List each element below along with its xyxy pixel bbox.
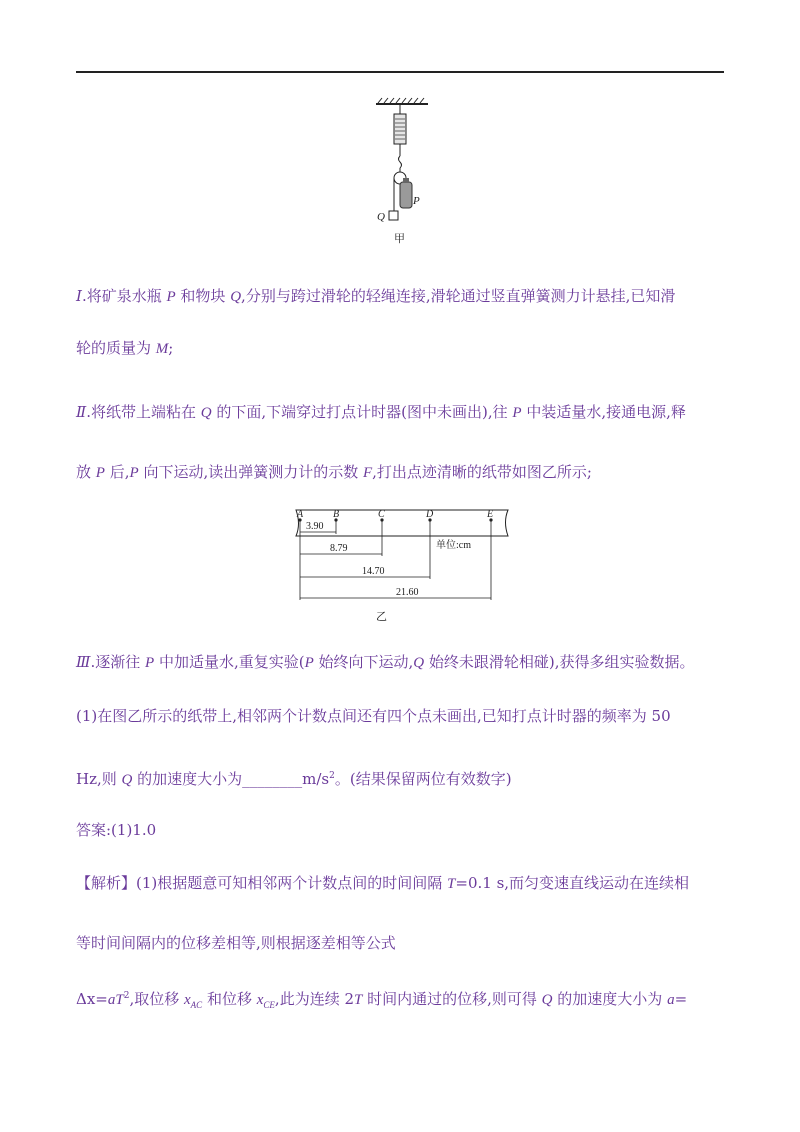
var-x: x [184,992,191,1008]
analysis-line1 [76,872,689,893]
superscript-2: 2 [123,991,130,1001]
analysis-text-d: ,取位移 [129,990,184,1008]
paper-tape-diagram [286,504,516,626]
var-P: P [145,655,155,671]
distance-AE: 21.60 [396,587,419,598]
question-text-a: Hz,则 [76,770,122,788]
var-M: M [155,341,169,357]
point-A: A [297,509,304,520]
var-aT: aT [107,992,124,1008]
header-rule [76,71,724,73]
subscript-AC: AC [190,1000,203,1010]
step3-text-c: 始终向下运动, [313,653,414,671]
var-Q: Q [230,289,242,305]
analysis-text-e: 和位移 [202,990,257,1008]
step3-line [76,651,695,672]
distance-AD: 14.70 [362,566,385,577]
var-F: F [362,465,373,481]
point-B: B [333,509,340,520]
figure-caption-yi: 乙 [376,611,387,623]
analysis-text-f: ,此为连续 2 [274,990,355,1008]
var-Q: Q [413,655,425,671]
step2-text-d: 放 [76,463,96,481]
subscript-CE: CE [263,1000,275,1010]
step2-line2 [76,461,592,482]
figure-jia [360,96,440,248]
step2-text-e: 后, [104,463,130,481]
step2-line1 [76,401,686,422]
var-a: a [667,992,675,1008]
step2-text-g: ,打出点迹清晰的纸带如图乙所示; [372,463,592,481]
figure-caption-jia: 甲 [394,233,405,245]
step2-text-b: 的下面,下端穿过打点计时器(图中未画出),往 [211,403,513,421]
superscript-2: 2 [329,771,335,781]
point-C: C [378,509,385,520]
step1-text-e: ; [168,339,174,357]
var-Q: Q [200,405,212,421]
analysis-text-a: 【解析】(1)根据题意可知相邻两个计数点间的时间间隔 [76,874,448,892]
question-text-b: 的加速度大小为________m/s [132,770,330,788]
var-P: P [129,465,139,481]
step2-numeral: Ⅱ [76,403,87,421]
distance-AB: 3.90 [306,521,324,532]
label-Q: Q [377,211,385,223]
var-P: P [304,655,314,671]
question-line2 [76,768,512,789]
analysis-line3 [76,988,687,1010]
step1-numeral: Ⅰ [76,287,82,305]
step2-text-a: .将纸带上端粘在 [86,403,201,421]
point-E: E [487,509,494,520]
var-P: P [166,289,176,305]
analysis-text-c: Δx= [76,990,108,1008]
question-line1: (1)在图乙所示的纸带上,相邻两个计数点间还有四个点未画出,已知打点计时器的频率为 50 [76,707,671,725]
analysis-text-b: =0.1 s,而匀变速直线运动在连续相 [455,874,690,892]
analysis-text-h: 的加速度大小为 [552,990,668,1008]
analysis-text-g: 时间内通过的位移,则可得 [362,990,542,1008]
answer-line: 答案:(1)1.0 [76,821,157,839]
var-Q: Q [541,992,553,1008]
label-P: P [413,195,420,207]
step1-line2 [76,337,173,358]
var-Q: Q [121,772,133,788]
step3-text-a: .逐渐往 [90,653,146,671]
step2-text-c: 中装适量水,接通电源,释 [521,403,686,421]
step3-text-b: 中加适量水,重复实验( [154,653,305,671]
step3-text-d: 始终未跟滑轮相碰),获得多组实验数据。 [424,653,695,671]
var-T: T [354,992,363,1008]
step1-text-b: 和物块 [175,287,231,305]
distance-AC: 8.79 [330,543,348,554]
figure-yi [286,504,516,626]
var-P: P [512,405,522,421]
var-T: T [447,876,456,892]
step1-text-a: .将矿泉水瓶 [81,287,167,305]
var-x: x [256,992,264,1008]
unit-label: 单位:cm [436,540,471,551]
analysis-line2: 等时间间隔内的位移差相等,则根据逐差相等公式 [76,934,396,952]
point-D: D [426,509,434,520]
var-P: P [95,465,105,481]
step1-text-d: 轮的质量为 [76,339,156,357]
step1-line1 [76,285,675,306]
step3-numeral: Ⅲ [76,653,91,671]
analysis-text-i: = [674,990,688,1008]
step2-text-f: 向下运动,读出弹簧测力计的示数 [138,463,363,481]
pulley-apparatus-diagram [360,96,440,248]
question-text-c: 。(结果保留两位有效数字) [334,770,512,788]
step1-text-c: ,分别与跨过滑轮的轻绳连接,滑轮通过竖直弹簧测力计悬挂,已知滑 [241,287,676,305]
